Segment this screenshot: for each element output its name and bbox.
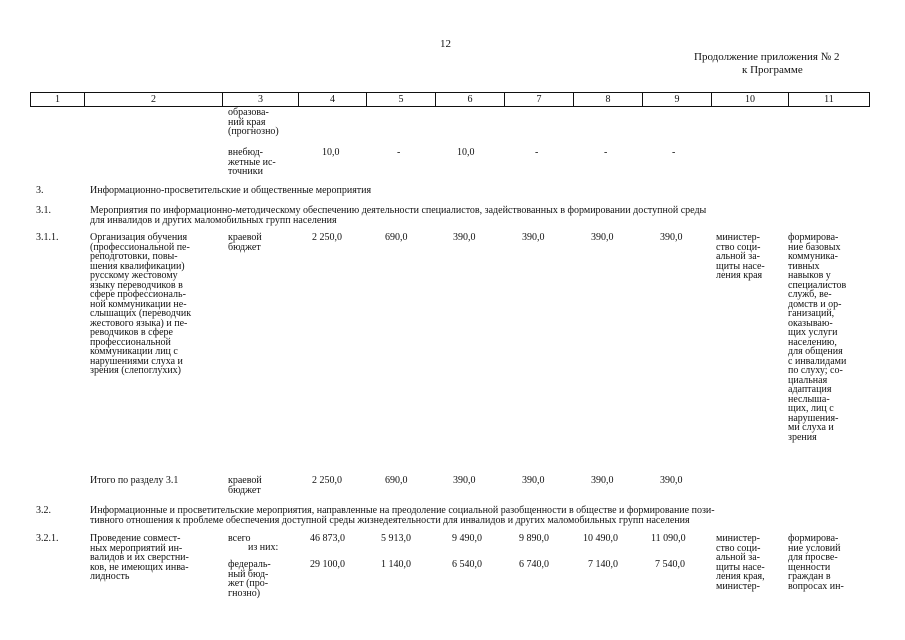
subsection-number: 3.1. [36, 205, 51, 216]
cell-2019: - [604, 147, 608, 158]
expected-result: формирова- ние базовых коммуника- тивных навыков у специалистов служб, ве- домств и ор- ганизаций, оказываю- щих услуги населению, для общения с инвалидами по слуху; со- циальная адаптация неслыша- щих, лиц с нарушения- ми слуха и зрения [788, 232, 847, 443]
funding-source: внебюд- жетные ис- точники [228, 147, 276, 177]
cell-total: 2 250,0 [312, 475, 342, 486]
subtotal-label: Итого по разделу 3.1 [90, 475, 179, 486]
cell-2019: 390,0 [591, 475, 614, 486]
row-number: 3.2.1. [36, 533, 59, 544]
activity-name: Организация обучения (профессиональной пе- реподготовки, повы- шения квалификации) русскому жестовому языку переводчиков в сфере профессиональ- ной коммуникации не- слышащих (переводчик жестового языка) и пе- реводчиков в сфере профессиональной коммуникации лиц с нарушениями слуха и зрения (слепоглухих) [90, 232, 192, 376]
cell-2017-federal: 6 540,0 [452, 559, 482, 570]
cell-2018-all: 9 890,0 [519, 533, 549, 544]
cell-2017: 10,0 [457, 147, 475, 158]
column-header-1: 1 [31, 93, 85, 107]
continuation-line-2: к Программе [742, 64, 803, 76]
cell-2018: - [535, 147, 539, 158]
subsection-title: Мероприятия по информационно-методическому обеспечению деятельности специалистов, задействованных в формировании доступной среды для инвалидов и других маломобильных групп населения [90, 205, 707, 226]
executor: министер- ство соци- альной за- щиты насе- ления края [716, 232, 765, 281]
column-header-10: 10 [712, 93, 789, 107]
row-number: 3.1.1. [36, 232, 59, 243]
cell-2016: - [397, 147, 401, 158]
cell-2018: 390,0 [522, 475, 545, 486]
continuation-line-1: Продолжение приложения № 2 [694, 51, 840, 63]
funding-source-federal: федераль- ный бюд- жет (про- гнозно) [228, 559, 271, 599]
column-header-7: 7 [505, 93, 574, 107]
subsection-number: 3.2. [36, 505, 51, 516]
column-header-6: 6 [436, 93, 505, 107]
cell-2016: 690,0 [385, 232, 408, 243]
cell-2020: - [672, 147, 676, 158]
expected-result: формирова- ние условий для просве- щенности граждан в вопросах ин- [788, 533, 844, 592]
funding-source: краевой бюджет [228, 232, 262, 253]
column-header-9: 9 [643, 93, 712, 107]
column-header-5: 5 [367, 93, 436, 107]
subsection-title: Информационные и просветительские мероприятия, направленные на преодоление социальной разобщенности в обществе и формирование пози- тивного отношения к проблеме обеспечения доступной среды жизнедеятельности для инвалидов и других маломобильных групп населения [90, 505, 715, 526]
cell-2016-federal: 1 140,0 [381, 559, 411, 570]
cell-2017-all: 9 490,0 [452, 533, 482, 544]
page-number: 12 [440, 38, 451, 50]
section-title: Информационно-просветительские и общественные мероприятия [90, 185, 372, 196]
activity-name: Проведение совмест- ных мероприятий ин- валидов и их сверстни- ков, не имеющих инва- лидность [90, 533, 189, 582]
cell-2020-all: 11 090,0 [651, 533, 686, 544]
funding-source-of-which: из них: [248, 542, 279, 553]
column-header-8: 8 [574, 93, 643, 107]
cell-2019-all: 10 490,0 [583, 533, 618, 544]
cell-2016-all: 5 913,0 [381, 533, 411, 544]
cell-2020: 390,0 [660, 232, 683, 243]
funding-source-all: всего [228, 533, 251, 544]
cell-2017: 390,0 [453, 232, 476, 243]
funding-source-tail: образова- ний края (прогнозно) [228, 107, 279, 137]
cell-2019: 390,0 [591, 232, 614, 243]
section-number: 3. [36, 185, 44, 196]
cell-2017: 390,0 [453, 475, 476, 486]
cell-2019-federal: 7 140,0 [588, 559, 618, 570]
funding-source: краевой бюджет [228, 475, 262, 496]
column-header-11: 11 [789, 93, 870, 107]
cell-2016: 690,0 [385, 475, 408, 486]
cell-2018: 390,0 [522, 232, 545, 243]
cell-total-all: 46 873,0 [310, 533, 345, 544]
column-header-4: 4 [299, 93, 367, 107]
column-header-3: 3 [223, 93, 299, 107]
cell-total: 2 250,0 [312, 232, 342, 243]
column-number-header [30, 92, 870, 107]
cell-total-federal: 29 100,0 [310, 559, 345, 570]
cell-total: 10,0 [322, 147, 340, 158]
cell-2018-federal: 6 740,0 [519, 559, 549, 570]
executor: министер- ство соци- альной за- щиты насе- ления края, министер- [716, 533, 765, 592]
cell-2020-federal: 7 540,0 [655, 559, 685, 570]
cell-2020: 390,0 [660, 475, 683, 486]
column-header-2: 2 [85, 93, 223, 107]
